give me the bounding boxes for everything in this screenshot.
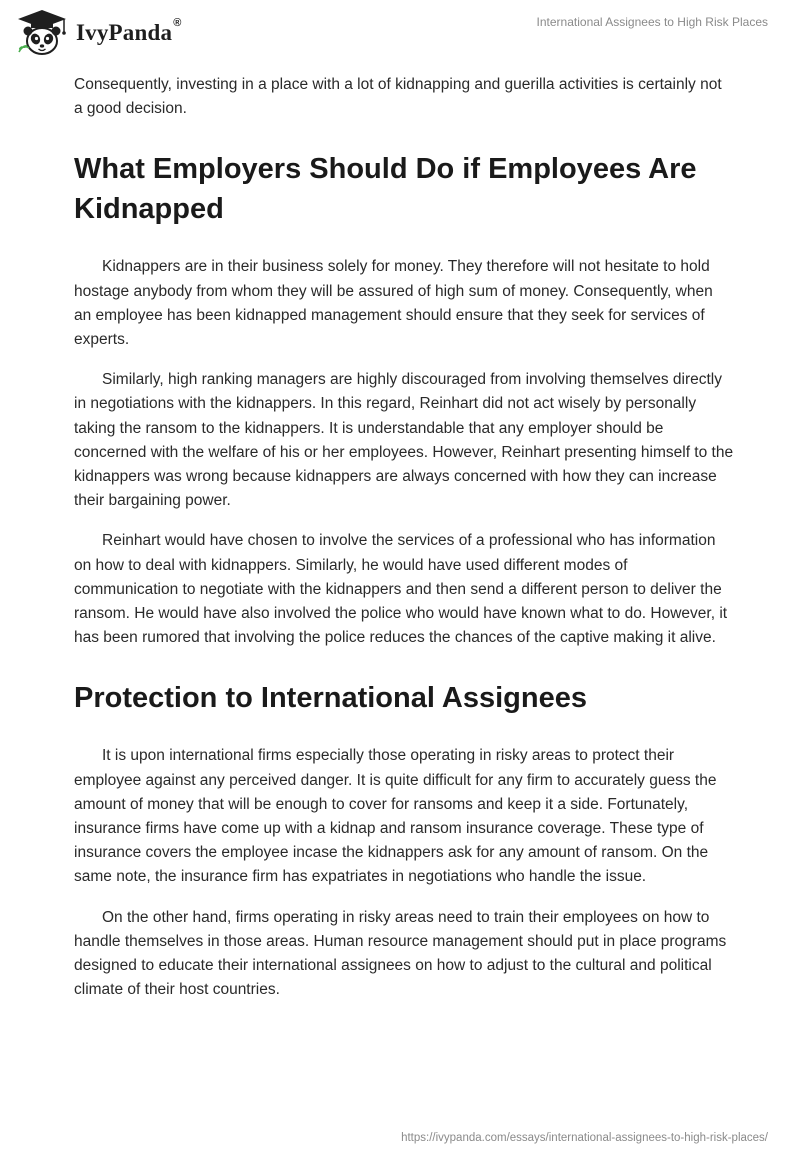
registered-mark: ® <box>173 17 182 29</box>
paragraph: Reinhart would have chosen to involve the services of a professional who has information on how to deal with kidnappers. Similarly, he would have used different modes of communication to negotiate with the kidnappers and then send a different person to deliver the ransom. He would have also involved the police who would have known what to do. However, it has been rumored that involving the police reduces the chances of the captive making it alive. <box>74 532 728 647</box>
paragraph: It is upon international firms especially those operating in risky areas to protect their employee against any perceived danger. It is quite difficult for any firm to accurately guess the amount of money that will be enough to cover for ransoms and keep it a side. Fortunately, insurance firms have come up with a kidnap and ransom insurance coverage. These type of insurance covers the employee incase the kidnappers ask for any amount of ransom. On the same note, the insurance firm has expatriates in negotiations who handle the issue. <box>74 747 717 886</box>
panda-graduate-logo-icon <box>14 8 70 58</box>
paragraph: Similarly, high ranking managers are highly discouraged from involving themselves directly in negotiations with the kidnappers. In this regard, Reinhart did not act wisely by personally taking the ransom to the kidnappers. It is understandable that any employer should be concerned with the welfare of his or her employees. However, Reinhart presenting himself to the kidnappers was wrong because kidnappers are always concerned with how they can increase their bargaining power. <box>74 371 734 510</box>
paragraph: Kidnappers are in their business solely for money. They therefore will not hesitate to hold hostage anybody from whom they will be assured of high sum of money. Consequently, when an employee has been kidnapped management should ensure that they seek for services of experts. <box>74 258 713 349</box>
document-title: International Assignees to High Risk Places <box>536 15 768 29</box>
article-body <box>74 73 734 1018</box>
page-header <box>0 0 800 70</box>
intro-paragraph: Consequently, investing in a place with a lot of kidnapping and guerilla activities is certainly not a good decision. <box>74 76 722 118</box>
section-heading: Protection to International Assignees <box>74 682 587 715</box>
source-url-link[interactable]: https://ivypanda.com/essays/international-assignees-to-high-risk-places/ <box>401 1132 768 1144</box>
paragraph: On the other hand, firms operating in risky areas need to train their employees on how to handle themselves in those areas. Human resource management should put in place programs designed to educate their international assignees on how to adjust to the cultural and political climate of their host countries. <box>74 908 727 999</box>
brand-logo[interactable] <box>14 8 194 58</box>
brand-name: IvyPanda® <box>76 17 182 45</box>
section-heading: What Employers Should Do if Employees Are Kidnapped <box>74 153 697 226</box>
